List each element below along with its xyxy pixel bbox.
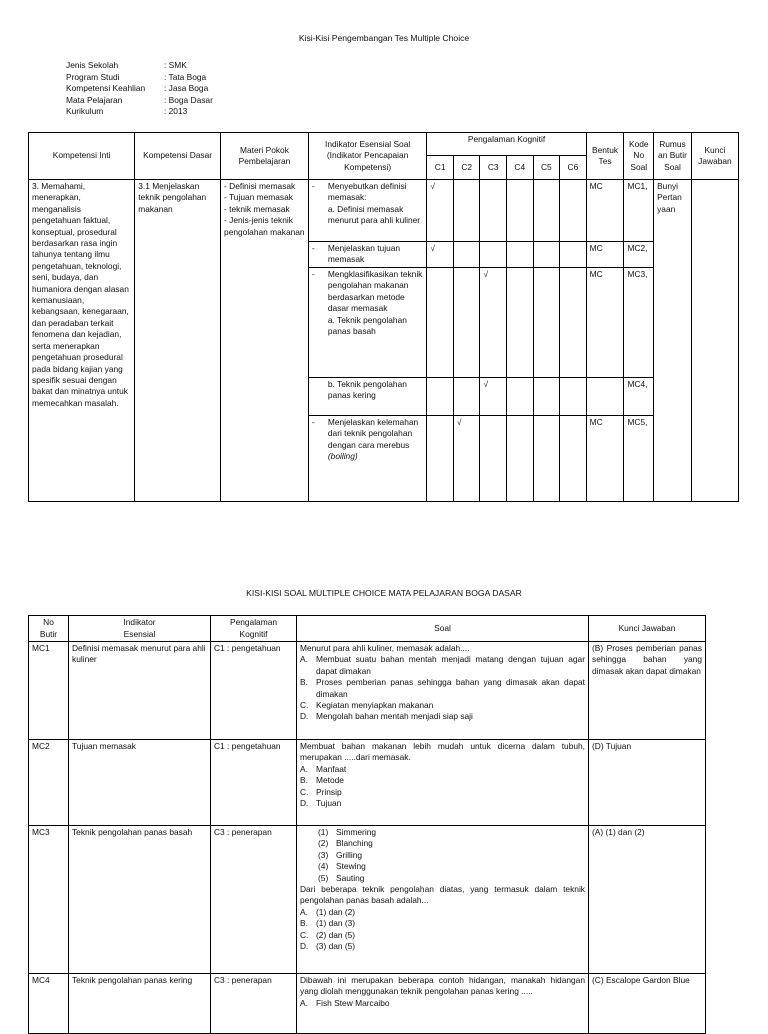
indikator-cell — [308, 242, 427, 268]
option-letter: A. — [300, 763, 308, 774]
header-no-butir: No Butir — [29, 616, 69, 642]
item-number: (3) — [318, 849, 329, 860]
item-number: (5) — [318, 872, 329, 883]
header-indikator-esensial: Indikator Esensial — [69, 616, 211, 642]
level-cell — [560, 416, 587, 502]
option-text: Proses pemberian panas sehingga bahan yang dimasak akan dapat dimakan — [316, 677, 585, 699]
header-kompetensi-dasar: Kompetensi Dasar — [135, 133, 221, 180]
numbered-item — [318, 873, 585, 884]
bentuk-tes: MC — [586, 268, 624, 378]
indikator-main: Menyebutkan definisi memasak: — [327, 181, 407, 203]
item-text: Blanching — [336, 838, 373, 849]
indikator-text — [328, 243, 424, 266]
answer-option — [300, 998, 585, 1009]
header-materi: Materi Pokok Pembelajaran — [221, 133, 309, 180]
indikator-esensial: Definisi memasak menurut para ahli kuliner — [69, 642, 211, 740]
level-cell — [507, 378, 534, 416]
option-text: Tujuan — [316, 798, 342, 809]
numbered-item — [318, 850, 585, 861]
option-letter: D. — [300, 941, 309, 952]
option-text: Prinsip — [316, 786, 342, 797]
numbered-items — [300, 827, 585, 884]
indikator-cell — [308, 180, 427, 242]
level-cell — [533, 180, 560, 242]
soal-row — [29, 826, 706, 974]
level-cell — [427, 378, 454, 416]
soal-table — [28, 615, 706, 1034]
kunci-jawaban: (A) (1) dan (2) — [589, 826, 706, 974]
school-info — [66, 60, 213, 118]
materi-cell — [221, 180, 309, 502]
answer-options — [300, 907, 585, 953]
indikator-esensial: Teknik pengolahan panas basah — [69, 826, 211, 974]
answer-option — [300, 775, 585, 786]
indikator-esensial: Teknik pengolahan panas kering — [69, 974, 211, 1034]
answer-option — [300, 654, 585, 677]
soal-row — [29, 642, 706, 740]
indikator-sub: a. Teknik pengolahan panas basah — [327, 314, 407, 337]
option-letter: D. — [300, 798, 309, 809]
answer-option — [300, 764, 585, 775]
level-cell — [453, 268, 480, 378]
soal-cell — [297, 642, 589, 740]
info-value: : Boga Dasar — [164, 94, 213, 105]
level-cell — [507, 242, 534, 268]
check-mark: √ — [453, 416, 480, 502]
indikator-italic: (boiling) — [327, 451, 358, 462]
indikator-text — [328, 417, 424, 463]
header-indikator: Indikator Esensial Soal (Indikator Pencapaian Kompetensi) — [308, 133, 427, 180]
numbered-item — [318, 827, 585, 838]
level-cell — [453, 378, 480, 416]
soal-cell — [297, 826, 589, 974]
question-stem: Dibawah ini merupakan beberapa contoh hidangan, manakah hidangan yang diolah menggunakan teknik pengolahan panas kering ..... — [300, 975, 585, 997]
answer-option — [300, 711, 585, 722]
indikator-cell — [308, 378, 427, 416]
info-label: Kompetensi Keahlian — [66, 83, 146, 94]
info-label: Kurikulum — [66, 106, 104, 117]
option-letter: B. — [300, 918, 308, 929]
kode-soal: MC2, — [624, 242, 654, 268]
kunci-cell — [691, 180, 738, 502]
info-value: : SMK — [164, 60, 187, 70]
answer-options — [300, 654, 585, 722]
kode-soal: MC5, — [624, 416, 654, 502]
header-level-c4: C4 — [507, 156, 534, 180]
materi-item: - Jenis-jenis teknik pengolahan makanan — [224, 215, 305, 238]
header-level-c5: C5 — [533, 156, 560, 180]
header-level-c2: C2 — [453, 156, 480, 180]
level-cell — [533, 242, 560, 268]
answer-option — [300, 677, 585, 700]
kunci-jawaban: (D) Tujuan — [589, 740, 706, 826]
answer-option — [300, 918, 585, 929]
kunci-jawaban: (B) Proses pemberian panas sehingga bahan yang dimasak akan dapat dimakan — [589, 642, 706, 740]
kompetensi-dasar-text: 3.1 Menjelaskan teknik pengolahan makanan — [135, 180, 221, 502]
materi-item: - teknik memasak — [224, 204, 305, 215]
kunci-jawaban: (C) Escalope Gardon Blue — [589, 974, 706, 1034]
indikator-cell — [308, 268, 427, 378]
level-cell — [533, 416, 560, 502]
check-mark: √ — [480, 268, 507, 378]
info-label: Jenis Sekolah — [66, 60, 119, 70]
soal-cell — [297, 974, 589, 1034]
option-letter: C. — [300, 700, 309, 711]
info-row — [66, 106, 213, 118]
item-text: Simmering — [336, 827, 377, 837]
option-text: (1) dan (2) — [316, 906, 356, 917]
numbered-item — [318, 861, 585, 872]
option-text: Membuat suatu bahan mentah menjadi matang dengan tujuan agar dapat dimakan — [316, 654, 585, 676]
header-kunci: Kunci Jawaban — [589, 616, 706, 642]
bentuk-tes: MC — [586, 242, 624, 268]
indikator-main: Mengklasifikasikan teknik pengolahan makanan berdasarkan metode dasar memasak — [327, 269, 423, 314]
level-cell — [533, 268, 560, 378]
item-text: Grilling — [336, 849, 363, 860]
pengalaman-kognitif: C1 : pengetahuan — [211, 642, 297, 740]
option-letter: C. — [300, 929, 309, 940]
option-text: (1) dan (3) — [316, 918, 356, 929]
info-label: Program Studi — [66, 71, 120, 82]
answer-option — [300, 700, 585, 711]
indikator-text — [328, 181, 424, 204]
option-text: Manfaat — [316, 763, 347, 774]
no-butir: MC4 — [29, 974, 69, 1034]
item-number: (2) — [318, 838, 329, 849]
kode-soal: MC1, — [624, 180, 654, 242]
header-rumusan: Rumus an Butir Soal — [654, 133, 692, 180]
no-butir: MC1 — [29, 642, 69, 740]
header-kode-soal: Kode No Soal — [624, 133, 654, 180]
header-pengalaman: Pengalaman Kognitif — [211, 616, 297, 642]
level-cell — [480, 416, 507, 502]
kisi-row — [29, 180, 739, 242]
option-text: (2) dan (5) — [316, 929, 356, 940]
level-cell — [560, 242, 587, 268]
header-kompetensi-inti: Kompetensi Inti — [29, 133, 135, 180]
header-kunci-jawaban: Kunci Jawaban — [691, 133, 738, 180]
option-letter: B. — [300, 775, 308, 786]
level-cell — [560, 180, 587, 242]
level-cell — [507, 268, 534, 378]
item-number: (4) — [318, 861, 329, 872]
answer-option — [300, 787, 585, 798]
header-level-c6: C6 — [560, 156, 587, 180]
answer-options — [300, 998, 585, 1009]
option-text: Mengolah bahan mentah menjadi siap saji — [316, 711, 473, 722]
check-mark: √ — [480, 378, 507, 416]
indikator-main: Menjelaskan kelemahan dari teknik pengolahan dengan cara merebus — [327, 417, 419, 450]
indikator-dash: - — [311, 417, 315, 427]
soal-row — [29, 974, 706, 1034]
option-letter: A. — [300, 654, 308, 665]
option-text: Fish Stew Marcaibo — [316, 997, 390, 1008]
option-letter: A. — [300, 997, 308, 1008]
level-cell — [453, 180, 480, 242]
option-letter: D. — [300, 711, 309, 722]
soal-row — [29, 740, 706, 826]
no-butir: MC2 — [29, 740, 69, 826]
rumusan-cell: Bunyi Pertan yaan — [654, 180, 692, 502]
kisi-kisi-table — [28, 132, 739, 502]
kode-soal: MC3, — [624, 268, 654, 378]
info-row — [66, 95, 213, 107]
check-mark: √ — [427, 242, 454, 268]
section-title: KISI-KISI SOAL MULTIPLE CHOICE MATA PELAJARAN BOGA DASAR — [246, 588, 522, 598]
indikator-text — [328, 269, 424, 315]
level-cell — [480, 180, 507, 242]
header-bentuk-tes: Bentuk Tes — [586, 133, 624, 180]
materi-item: - Tujuan memasak — [224, 192, 305, 203]
question-stem: Menurut para ahli kuliner, memasak adalah.... — [300, 643, 470, 653]
document-title: Kisi-Kisi Pengembangan Tes Multiple Choice — [298, 33, 470, 43]
header-level-c1: C1 — [427, 156, 454, 180]
info-row — [66, 72, 213, 84]
item-text: Sauting — [336, 872, 365, 883]
pengalaman-kognitif: C3 : penerapan — [211, 974, 297, 1034]
pengalaman-kognitif: C1 : pengetahuan — [211, 740, 297, 826]
level-cell — [507, 416, 534, 502]
answer-option — [300, 907, 585, 918]
option-text: (3) dan (5) — [316, 941, 356, 952]
item-text: Stewing — [336, 861, 366, 872]
option-letter: C. — [300, 786, 309, 797]
option-text: Metode — [316, 775, 344, 786]
option-letter: A. — [300, 906, 308, 917]
indikator-dash — [312, 379, 328, 402]
indikator-sub: b. Teknik pengolahan panas kering — [327, 379, 407, 401]
header-level-c3: C3 — [480, 156, 507, 180]
bentuk-tes: MC — [586, 180, 624, 242]
numbered-item — [318, 838, 585, 849]
info-label: Mata Pelajaran — [66, 94, 123, 105]
item-number: (1) — [318, 827, 329, 837]
indikator-cell — [308, 416, 427, 502]
question-stem: Membuat bahan makanan lebih mudah untuk dicerna dalam tubuh, merupakan .....dari memasak. — [300, 741, 585, 763]
level-cell — [427, 268, 454, 378]
level-cell — [427, 416, 454, 502]
indikator-sub: a. Definisi memasak menurut para ahli kuliner — [327, 203, 421, 226]
bentuk-tes: MC — [586, 416, 624, 502]
indikator-dash: - — [311, 269, 315, 279]
indikator-esensial: Tujuan memasak — [69, 740, 211, 826]
indikator-dash: - — [311, 181, 315, 191]
info-value: : Tata Boga — [164, 71, 207, 82]
info-value: : Jasa Boga — [164, 83, 209, 94]
answer-option — [300, 798, 585, 809]
option-letter: B. — [300, 677, 308, 688]
option-text: Kegiatan menyiapkan makanan — [316, 700, 434, 711]
kompetensi-inti-text: 3. Memahami, menerapkan, menganalisis pengetahuan faktual, konseptual, prosedural berdasarkan rasa ingin tahunya tentang ilmu pengetahuan, teknologi, seni, budaya, dan humaniora dengan alasan kemanusiaan, kebangsaan, kenegaraan, dan peradaban terkait fenomena dan kejadian, serta menerapkan pengetahuan prosedural pada bidang kajian yang spesifik sesuai dengan bakat dan minatnya untuk memecahkan masalah. — [29, 180, 135, 502]
check-mark: √ — [427, 180, 454, 242]
level-cell — [453, 242, 480, 268]
indikator-main: Menjelaskan tujuan memasak — [327, 243, 401, 265]
materi-list — [224, 181, 305, 238]
info-row — [66, 83, 213, 95]
info-value: : 2013 — [164, 106, 188, 117]
header-pengalaman-kognitif: Pengalaman Kognitif — [427, 133, 586, 156]
soal-cell — [297, 740, 589, 826]
level-cell — [533, 378, 560, 416]
no-butir: MC3 — [29, 826, 69, 974]
header-soal: Soal — [297, 616, 589, 642]
answer-option — [300, 941, 585, 952]
answer-options — [300, 764, 585, 810]
level-cell — [560, 268, 587, 378]
materi-item: - Definisi memasak — [224, 181, 305, 192]
kode-soal: MC4, — [624, 378, 654, 416]
bentuk-tes — [586, 378, 624, 416]
level-cell — [507, 180, 534, 242]
indikator-dash: - — [311, 243, 315, 253]
level-cell — [480, 242, 507, 268]
level-cell — [560, 378, 587, 416]
pengalaman-kognitif: C3 : penerapan — [211, 826, 297, 974]
question-stem-2: Dari beberapa teknik pengolahan diatas, yang termasuk dalam teknik pengolahan panas basah adalah... — [300, 884, 585, 906]
answer-option — [300, 930, 585, 941]
info-row — [66, 60, 213, 72]
